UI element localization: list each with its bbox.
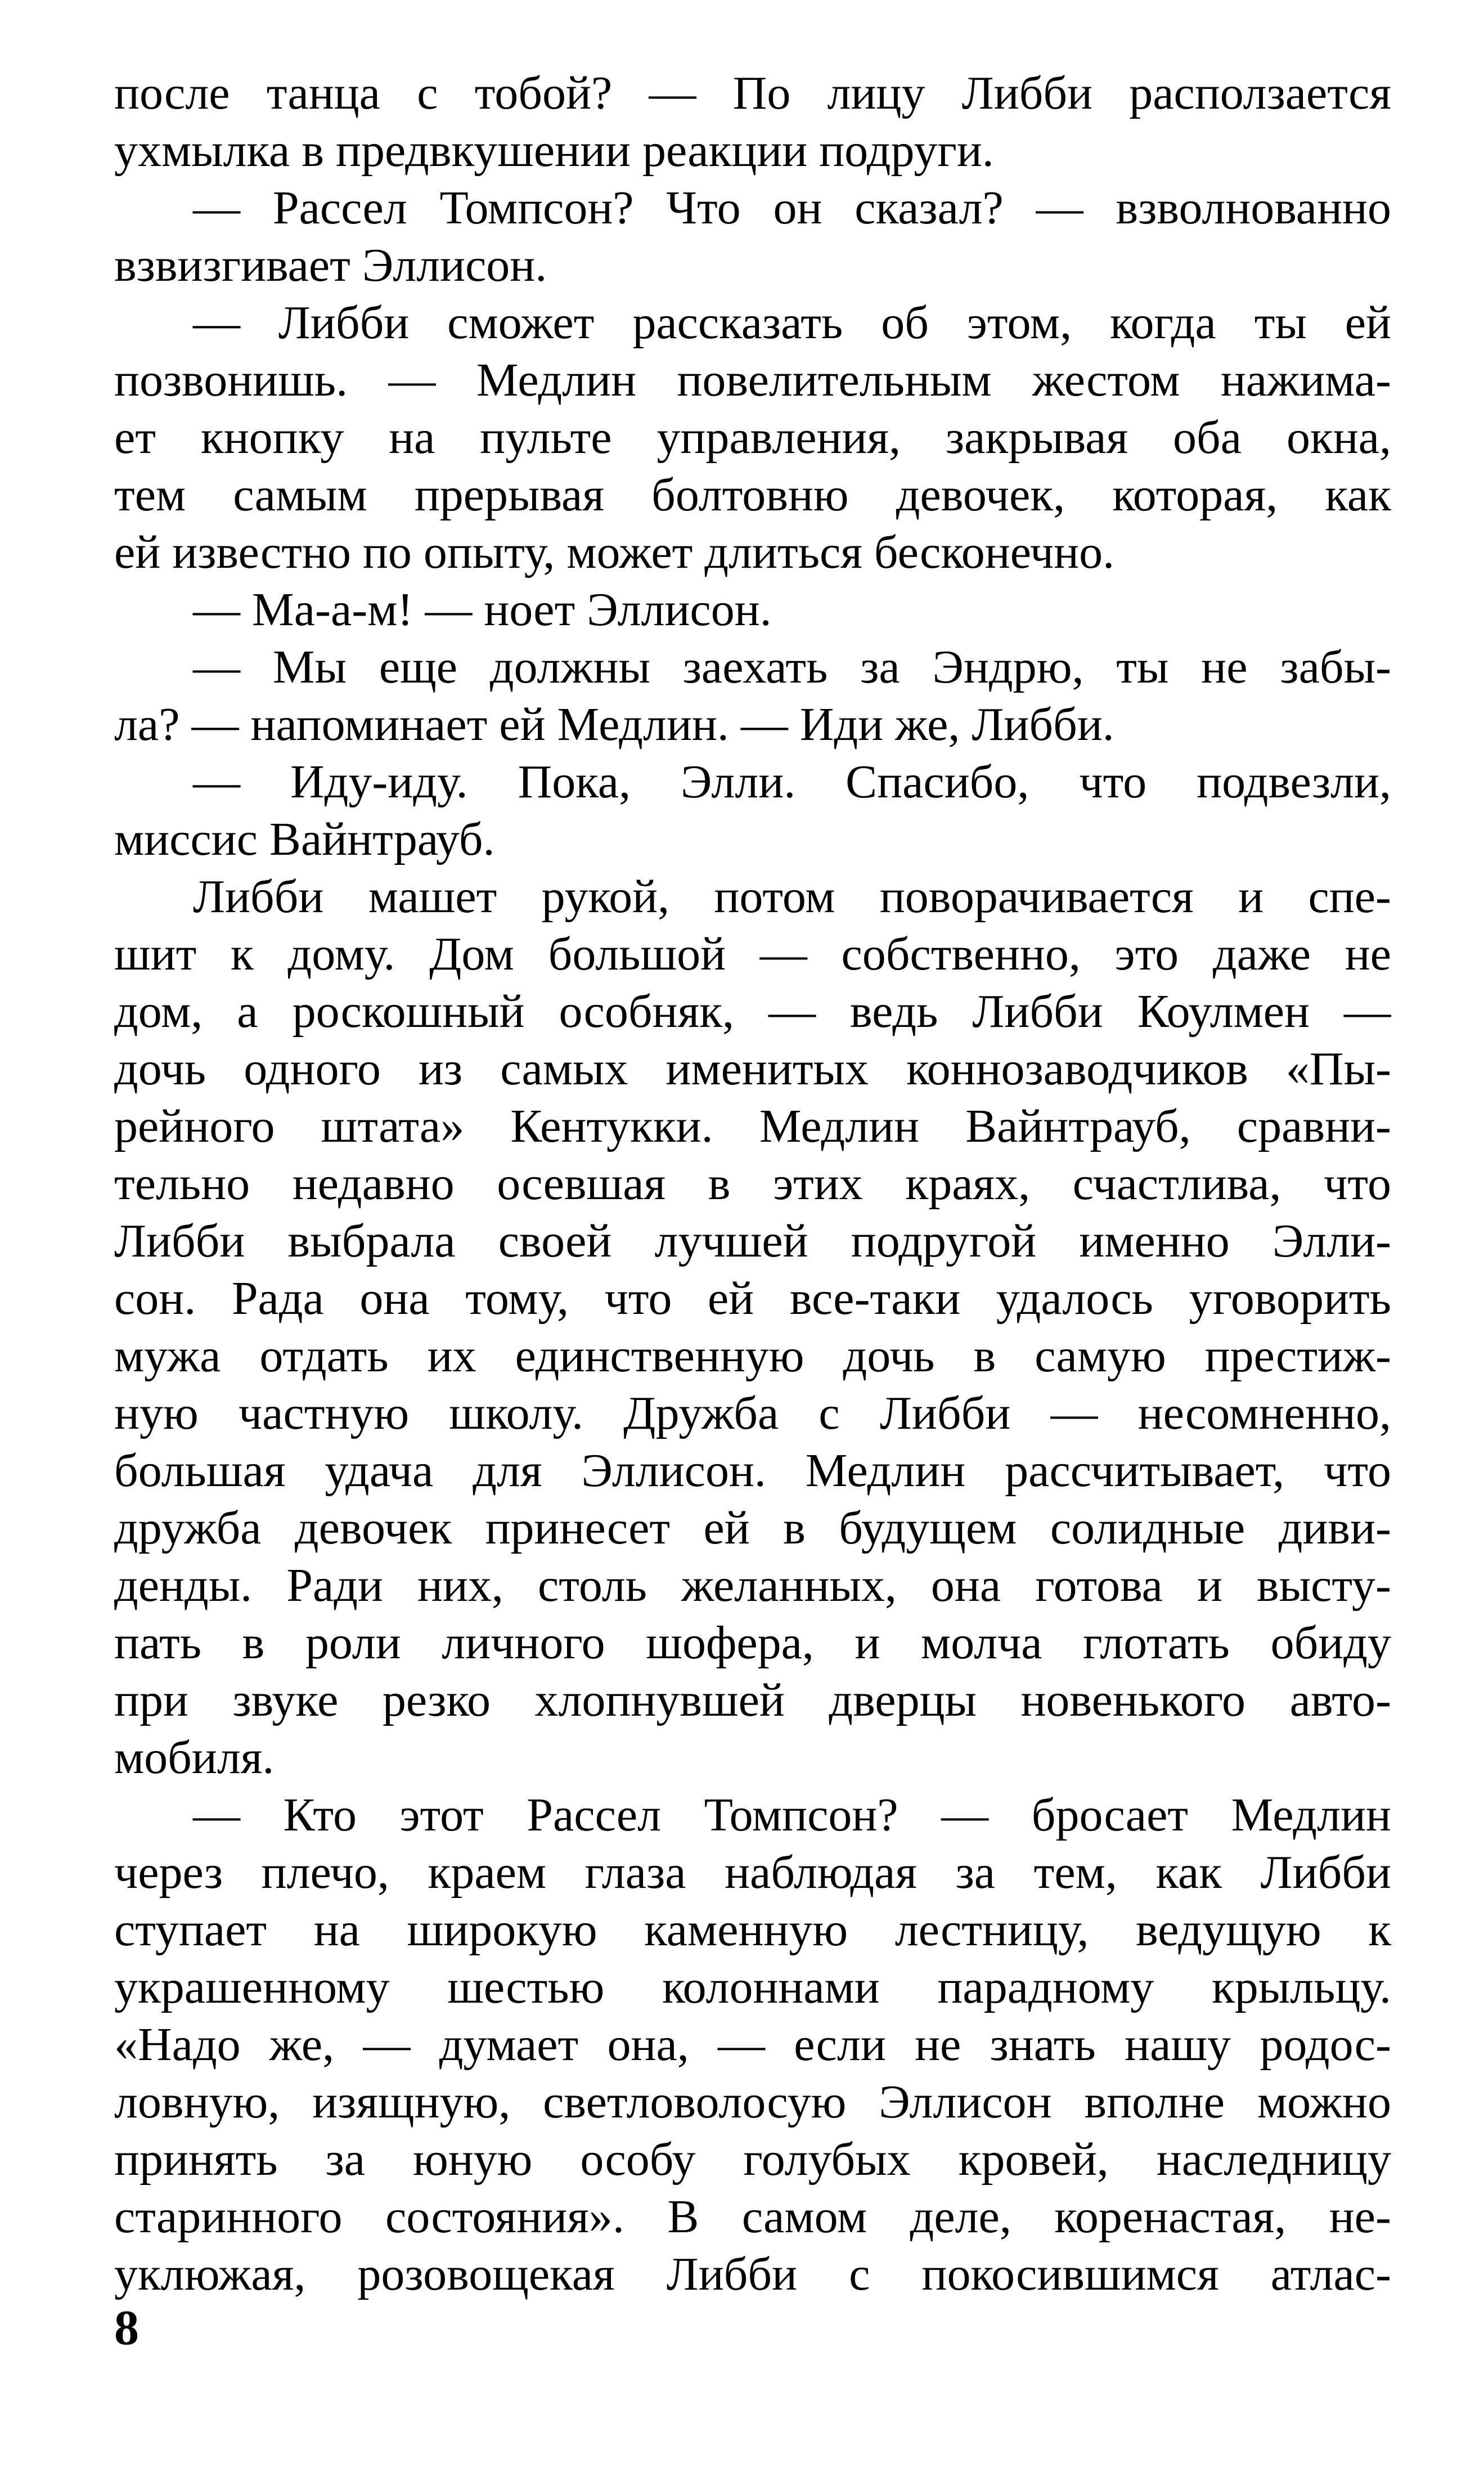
text-line: большая удача для Эллисон. Медлин рассчитывает, что (114, 1444, 1391, 1497)
text-line: сон. Рада она тому, что ей все-таки удалось уговорить (114, 1272, 1391, 1325)
text-line: — Кто этот Рассел Томпсон? — бросает Медлин (193, 1789, 1391, 1841)
text-line: денды. Ради них, столь желанных, она готова и высту- (114, 1559, 1391, 1612)
text-line: — Либби сможет рассказать об этом, когда ты ей (193, 297, 1391, 349)
text-line: пать в роли личного шофера, и молча глотать обиду (114, 1617, 1391, 1669)
text-line: — Рассел Томпсон? Что он сказал? — взволнованно (193, 182, 1391, 234)
text-line: ла? — напоминает ей Медлин. — Иди же, Либби. (114, 698, 1114, 751)
text-line: старинного состояния». В самом деле, коренастая, не- (114, 2191, 1391, 2243)
text-line: — Мы еще должны заехать за Эндрю, ты не забы- (193, 641, 1391, 693)
text-line: мужа отдать их единственную дочь в самую престиж- (114, 1330, 1391, 1382)
text-line: ет кнопку на пульте управления, закрывая оба окна, (114, 411, 1391, 464)
text-line: уклюжая, розовощекая Либби с покосившимся атлас- (114, 2248, 1391, 2300)
text-line: взвизгивает Эллисон. (114, 239, 547, 291)
text-block (114, 65, 1391, 2303)
text-line: ухмылка в предвкушении реакции подруги. (114, 124, 994, 177)
text-line: рейного штата» Кентукки. Медлин Вайнтрауб, сравни- (114, 1100, 1391, 1152)
text-line: позвонишь. — Медлин повелительным жестом нажима- (114, 354, 1391, 406)
text-line: ей известно по опыту, может длиться бесконечно. (114, 526, 1115, 578)
text-line: шит к дому. Дом большой — собственно, это даже не (114, 928, 1391, 980)
text-line: ловную, изящную, светловолосую Эллисон вполне можно (114, 2076, 1391, 2128)
text-line: «Надо же, — думает она, — если не знать нашу родос- (114, 2018, 1391, 2071)
text-line: — Ма-а-м! — ноет Эллисон. (193, 584, 772, 636)
text-line: принять за юную особу голубых кровей, наследницу (114, 2133, 1391, 2186)
text-line: — Иду-иду. Пока, Элли. Спасибо, что подвезли, (193, 756, 1391, 808)
text-line: тельно недавно осевшая в этих краях, счастлива, что (114, 1157, 1391, 1210)
text-line: украшенному шестью колоннами парадному крыльцу. (114, 1961, 1391, 2013)
text-line: мобиля. (114, 1731, 275, 1784)
text-line: через плечо, краем глаза наблюдая за тем, как Либби (114, 1846, 1391, 1899)
text-line: миссис Вайнтрауб. (114, 813, 495, 865)
text-line: дружба девочек принесет ей в будущем солидные диви- (114, 1502, 1391, 1554)
text-line: при звуке резко хлопнувшей дверцы новенького авто- (114, 1674, 1391, 1726)
text-line: ную частную школу. Дружба с Либби — несомненно, (114, 1387, 1391, 1439)
text-line: Либби выбрала своей лучшей подругой именно Элли- (114, 1215, 1391, 1267)
text-line: дочь одного из самых именитых коннозаводчиков «Пы- (114, 1043, 1391, 1095)
page-number: 8 (114, 2301, 139, 2355)
text-line: Либби машет рукой, потом поворачивается и спе- (193, 870, 1391, 923)
text-line: ступает на широкую каменную лестницу, ведущую к (114, 1904, 1391, 1956)
text-line: после танца с тобой? — По лицу Либби расползается (114, 67, 1391, 119)
text-line: дом, а роскошный особняк, — ведь Либби Коулмен — (114, 985, 1391, 1038)
text-line: тем самым прерывая болтовню девочек, которая, как (114, 469, 1391, 521)
